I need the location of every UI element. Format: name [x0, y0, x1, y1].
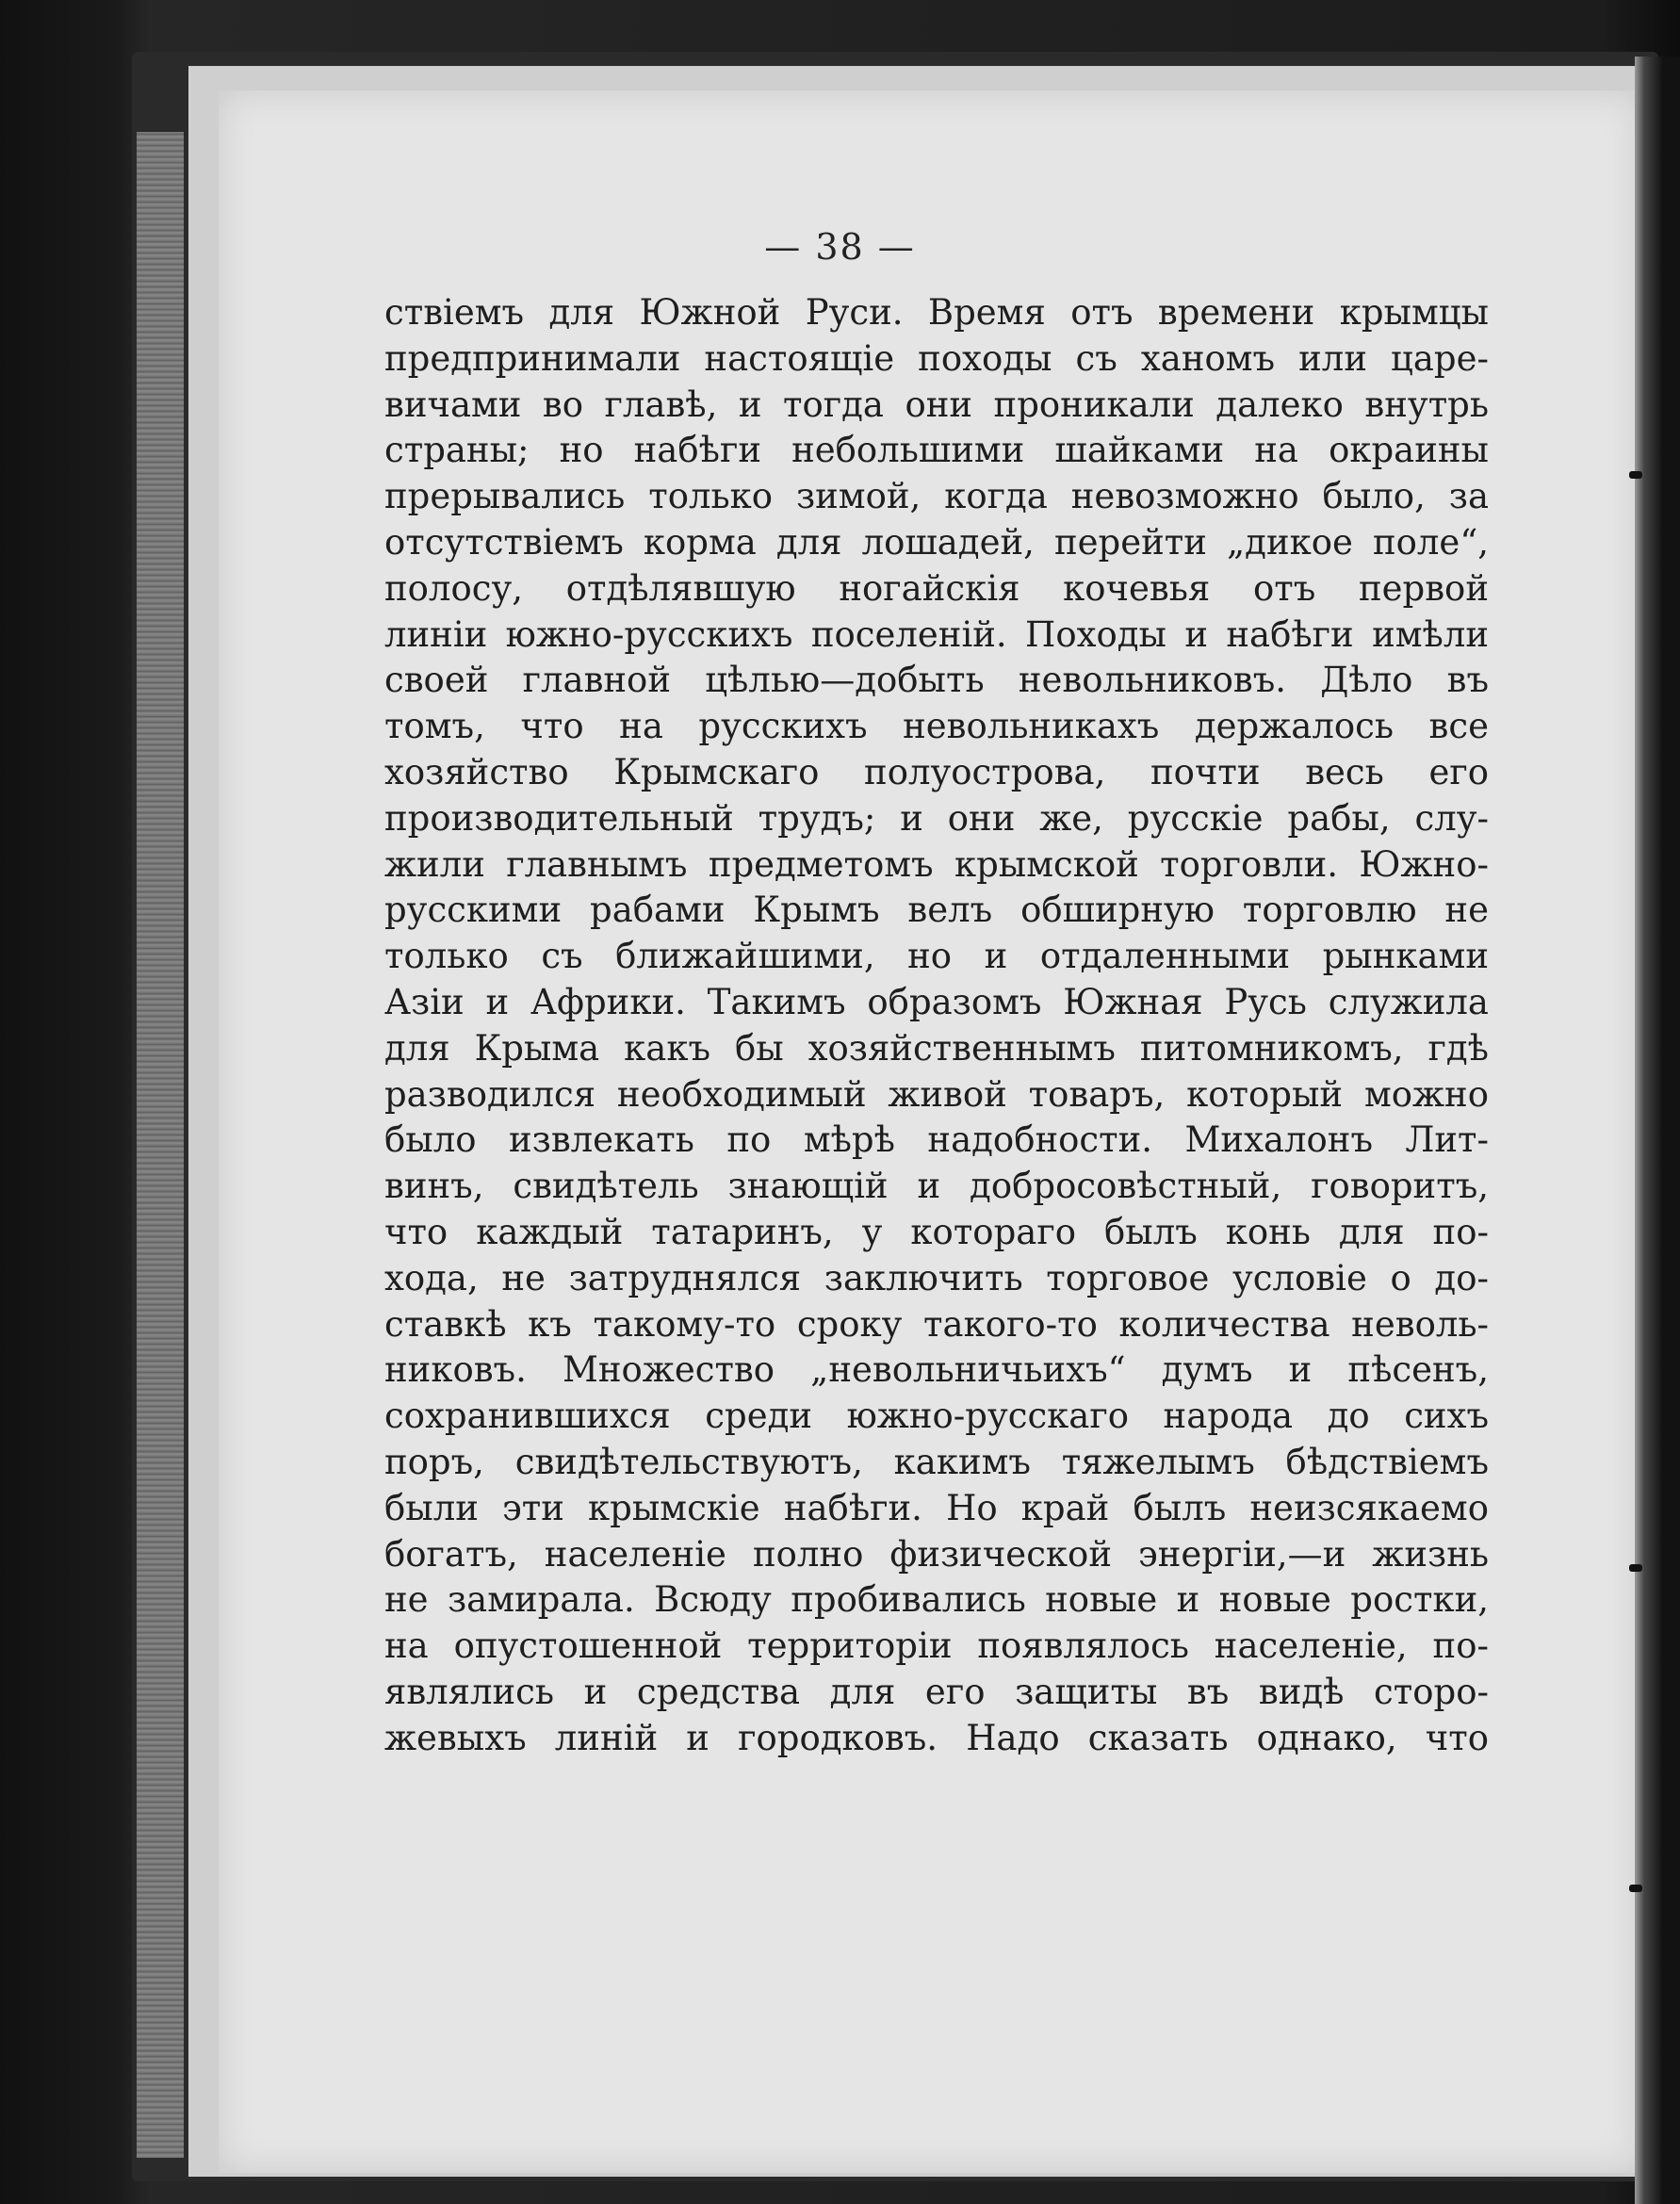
text-line: были эти крымскіе набѣги. Но край былъ неизсякаемо: [384, 1487, 1489, 1528]
text-line: жили главнымъ предметомъ крымской торговли. Южно-: [384, 843, 1489, 885]
text-line: хода, не затруднялся заключить торговое условіе о до-: [384, 1257, 1489, 1298]
text-line: прерывались только зимой, когда невозможно было, за: [384, 476, 1489, 517]
text-line: хозяйство Крымскаго полуострова, почти весь его: [384, 751, 1489, 792]
binding-thread-mark: [1629, 1885, 1642, 1892]
text-line: своей главной цѣлью—добыть невольниковъ. Дѣло въ: [384, 660, 1489, 701]
text-line: винъ, свидѣтель знающій и добросовѣстный, говоритъ,: [384, 1166, 1489, 1207]
text-line: жевыхъ линій и городковъ. Надо сказать однако, что: [384, 1717, 1489, 1758]
binding-thread-mark: [1629, 471, 1642, 479]
text-line: сохранившихся среди южно-русскаго народа до сихъ: [384, 1396, 1489, 1437]
text-line: никовъ. Множество „невольничьихъ“ думъ и пѣсенъ,: [384, 1349, 1489, 1391]
text-line: для Крыма какъ бы хозяйственнымъ питомникомъ, гдѣ: [384, 1027, 1489, 1069]
text-line: предпринимали настоящіе походы съ ханомъ или царе-: [384, 337, 1489, 379]
text-line: вичами во главѣ, и тогда они проникали далеко внутрь: [384, 384, 1489, 425]
text-line: на опустошенной территоріи появлялось населеніе, по-: [384, 1625, 1489, 1667]
page-number: — 38 —: [764, 226, 916, 268]
text-line: разводился необходимый живой товаръ, который можно: [384, 1073, 1489, 1115]
text-line: линіи южно-русскихъ поселеній. Походы и набѣги имѣли: [384, 613, 1489, 655]
text-line: не замирала. Всюду пробивались новые и новые ростки,: [384, 1579, 1489, 1621]
body-text: [384, 290, 1489, 1762]
text-line: являлись и средства для его защиты въ видѣ сторо-: [384, 1671, 1489, 1712]
book-gutter: [1635, 57, 1680, 2204]
text-line: было извлекать по мѣрѣ надобности. Михалонъ Лит-: [384, 1119, 1489, 1161]
text-line: страны; но набѣги небольшими шайками на окраины: [384, 430, 1489, 471]
text-line: отсутствіемъ корма для лошадей, перейти „дикое поле“,: [384, 521, 1489, 563]
binding-thread-mark: [1629, 1564, 1642, 1572]
text-line: ствіемъ для Южной Руси. Время отъ времени крымцы: [384, 292, 1489, 333]
text-line: что каждый татаринъ, у котораго былъ конь для по-: [384, 1211, 1489, 1252]
book-cover-edge: [137, 132, 184, 2158]
text-line: полосу, отдѣлявшую ногайскія кочевья отъ первой: [384, 567, 1489, 609]
text-line: русскими рабами Крымъ велъ обширную торговлю не: [384, 890, 1489, 931]
text-line: ставкѣ къ такому-то сроку такого-то количества неволь-: [384, 1303, 1489, 1345]
text-line: только съ ближайшими, но и отдаленными рынками: [384, 936, 1489, 977]
text-line: Азіи и Африки. Такимъ образомъ Южная Русь служила: [384, 981, 1489, 1022]
text-line: поръ, свидѣтельствуютъ, какимъ тяжелымъ бѣдствіемъ: [384, 1441, 1489, 1482]
text-line: богатъ, населеніе полно физической энергіи,—и жизнь: [384, 1533, 1489, 1575]
text-line: томъ, что на русскихъ невольникахъ держалось все: [384, 706, 1489, 747]
text-line: производительный трудъ; и они же, русскіе рабы, слу-: [384, 797, 1489, 839]
